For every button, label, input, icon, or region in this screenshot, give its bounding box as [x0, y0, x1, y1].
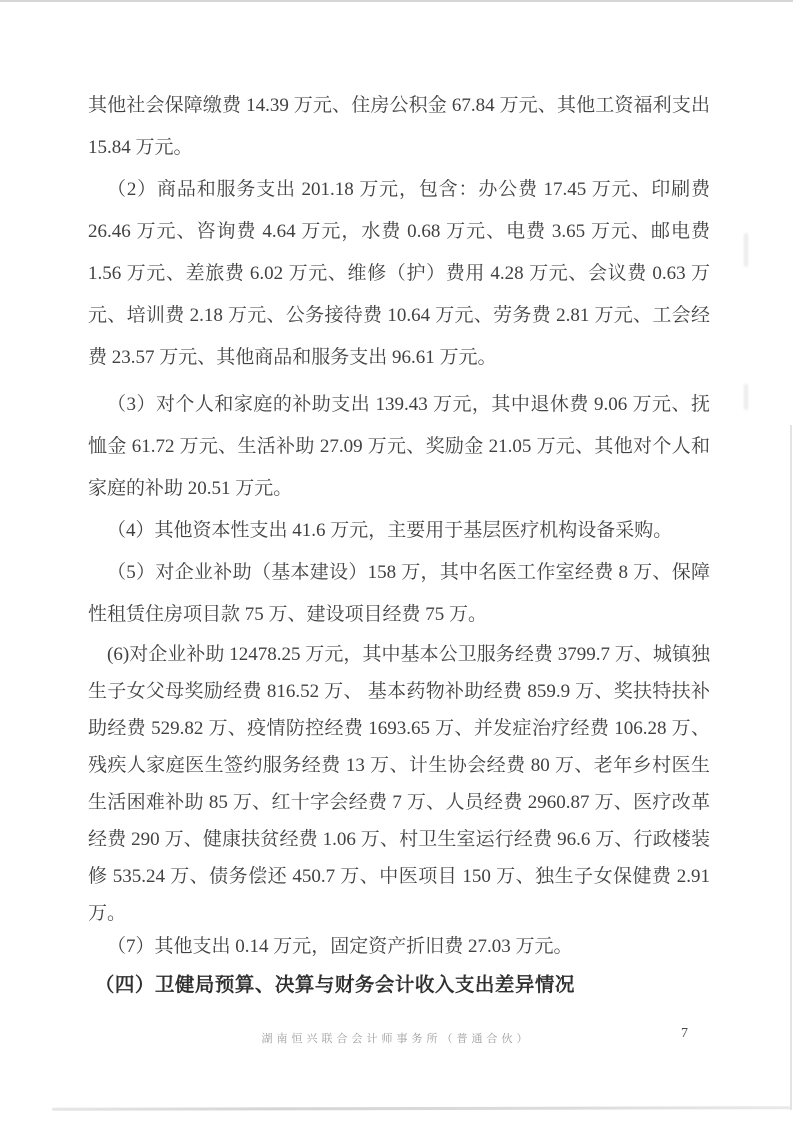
scan-artifact-smudge [744, 233, 748, 267]
paragraph-enterprise-subsidy-construction: （5）对企业补助（基本建设）158 万，其中名医工作室经费 8 万、保障性租赁住房项目款 75 万、建设项目经费 75 万。 [88, 562, 710, 625]
paragraph-goods-and-services-expense: （2）商品和服务支出 201.18 万元，包含：办公费 17.45 万元、印刷费 26.46 万元、咨询费 4.64 万元，水费 0.68 万元、电费 3.65 万元、邮电费 1.56 万元、差旅费 6.02 万元、维修（护）费用 4.28 万元、会议费 0.63 万元、培训费 2.18 万元、公务接待费 10.64 万元、劳务费 2.81 万元、工会经费 23.57 万元、其他商品和服务支出 96.61 万元。 [88, 179, 710, 368]
section-heading-budget-difference: （四）卫健局预算、决算与财务会计收入支出差异情况 [94, 974, 575, 996]
paragraph-enterprise-subsidy-detail: (6)对企业补助 12478.25 万元，其中基本公卫服务经费 3799.7 万、城镇独生子女父母奖励经费 816.52 万、 基本药物补助经费 859.9 万、奖扶特扶补助经费 529.82 万、疫情防控经费 1693.65 万、并发症治疗经费 106.28 万、残疾人家庭医生签约服务经费 13 万、计生协会经费 80 万、老年乡村医生生活困难补助 85 万、红十字会经费 7 万、人员经费 2960.87 万、医疗改革经费 290 万、健康扶贫经费 1.06 万、村卫生室运行经费 96.6 万、行政楼装修 535.24 万、债务偿还 450.7 万、中医项目 150 万、独生子女保健费 2.91 万。 [88, 644, 710, 924]
footer-firm-name: 湖南恒兴联合会计师事务所（普通合伙） [261, 1033, 532, 1045]
scan-artifact-smudge [744, 384, 748, 410]
scan-artifact-bottom-edge [52, 1106, 790, 1111]
paragraph-individual-family-subsidy: （3）对个人和家庭的补助支出 139.43 万元，其中退休费 9.06 万元、抚恤金 61.72 万元、生活补助 27.09 万元、奖励金 21.05 万元、其他对个人和家庭的补助 20.51 万元。 [88, 394, 710, 499]
footer-page-number: 7 [681, 1026, 688, 1041]
report-body [88, 85, 710, 1006]
paragraph-other-capital-expense: （4）其他资本性支出 41.6 万元，主要用于基层医疗机构设备采购。 [107, 520, 673, 541]
paragraph-social-security-continuation: 其他社会保障缴费 14.39 万元、住房公积金 67.84 万元、其他工资福利支出 15.84 万元。 [88, 95, 710, 158]
paragraph-other-expense: （7）其他支出 0.14 万元，固定资产折旧费 27.03 万元。 [107, 936, 573, 957]
scan-artifact-top-edge [0, 0, 793, 2]
scan-artifact-right-edge [790, 425, 792, 1110]
